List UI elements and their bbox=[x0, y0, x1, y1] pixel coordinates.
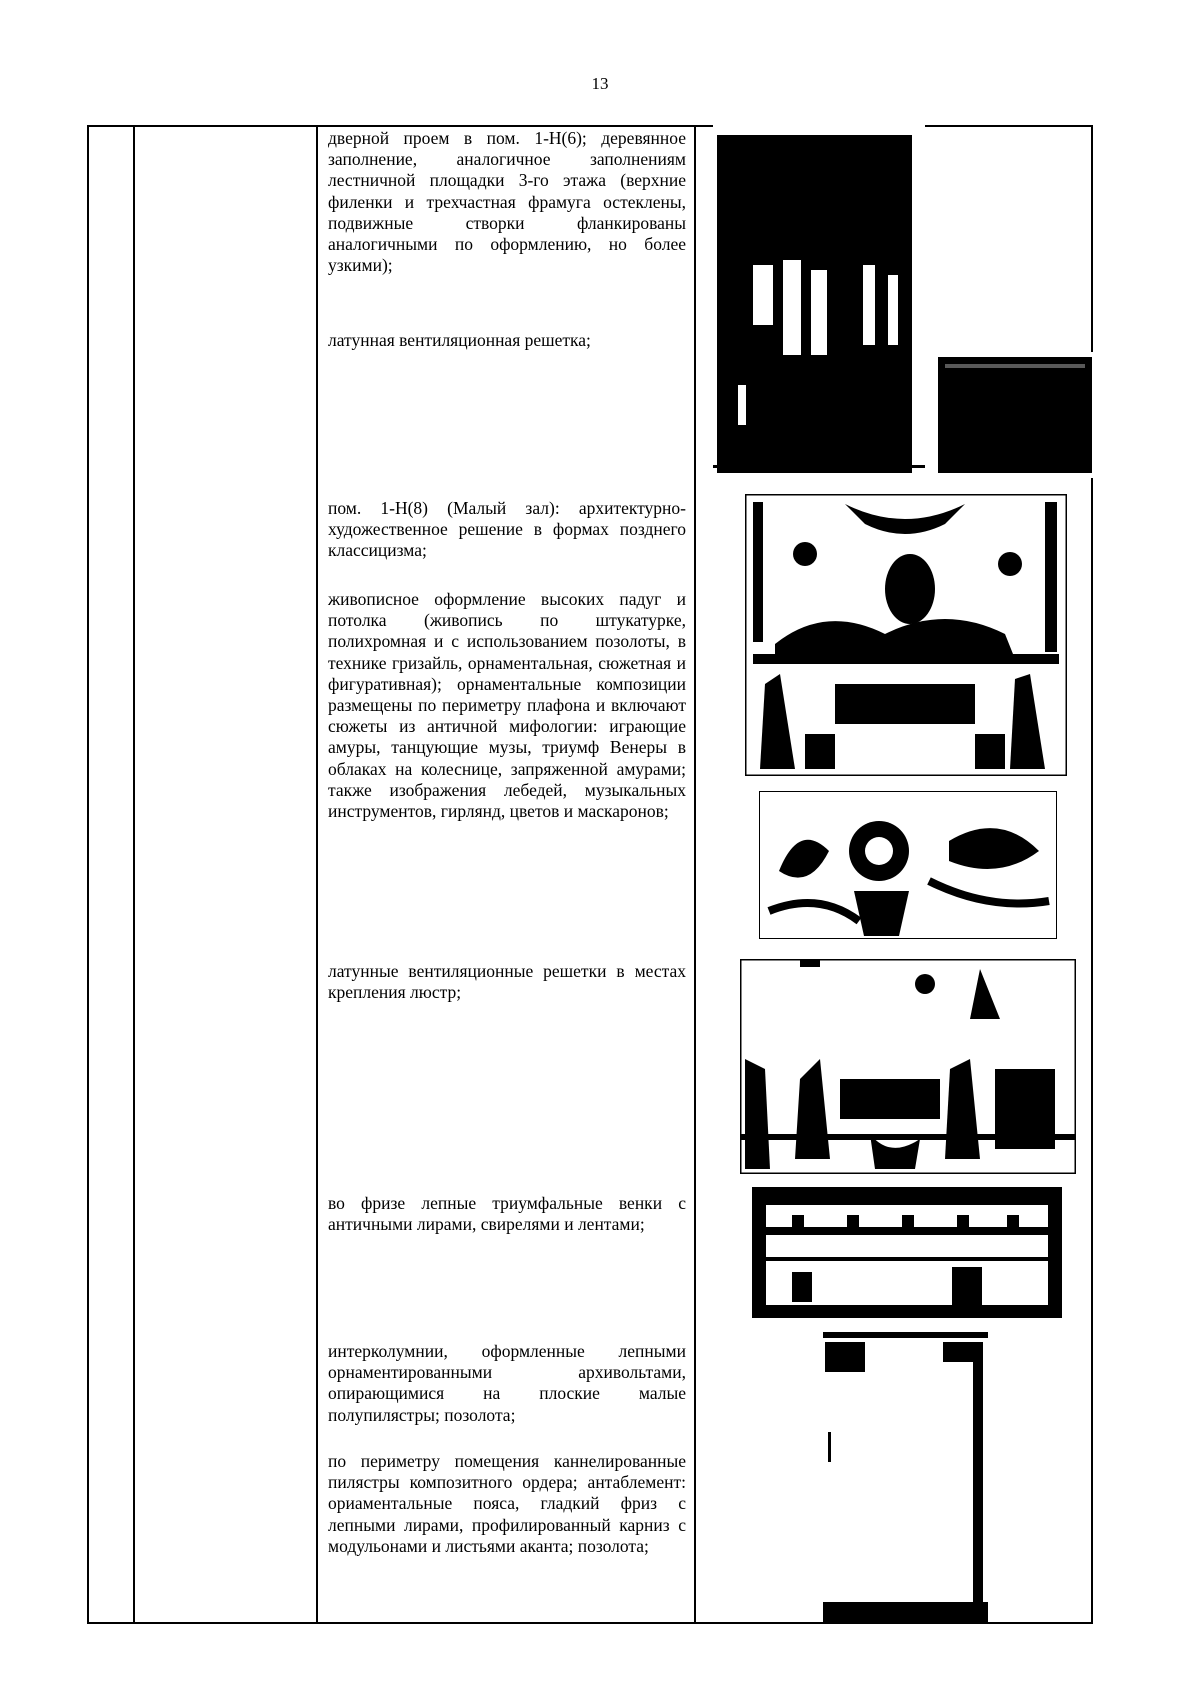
table-right-border bbox=[1091, 125, 1093, 1624]
doorway-photo bbox=[713, 125, 925, 478]
grille-photo bbox=[935, 352, 1097, 478]
description-paragraph: живописное оформление высоких падуг и потолка (живопись по штукатурке, полихромная и с использованием позолоты, в технике гризайль, орнаментальная, сюжетная и фигуративная); орнаментальные композиции размещены по периметру плафона и включают сюжеты из античной мифологии: играющие амуры, танцующие музы, триумф Венеры в облаках на колеснице, запряженной амурами; также изображения лебедей, музыкальных инструментов, гирлянд, цветов и маскаронов; bbox=[328, 589, 686, 822]
table-left-border bbox=[87, 125, 89, 1624]
description-paragraph: интерколумнии, оформленные лепными орнаментированными архивольтами, опирающимися на плоские малые полупилястры; позолота; bbox=[328, 1341, 686, 1425]
description-paragraph: дверной проем в пом. 1-Н(6); деревянное заполнение, аналогичное заполнениям лестничной площадки 3-го этажа (верхние филенки и трехчастная фрамуга остеклены, подвижные створки фланкированы аналогичными по оформлению, но более узкими); bbox=[328, 128, 686, 276]
column-divider-1 bbox=[133, 125, 135, 1624]
description-paragraph: во фризе лепные триумфальные венки с античными лирами, свирелями и лентами; bbox=[328, 1193, 686, 1235]
description-paragraph: по периметру помещения каннелированные пилястры композитного ордера; антаблемент: ориаментальные пояса, гладкий фриз с лепными лирами, профилированный карниз с модульонами и листьями аканта; позолота; bbox=[328, 1451, 686, 1556]
description-paragraph: латунные вентиляционные решетки в местах крепления люстр; bbox=[328, 961, 686, 1003]
page-number: 13 bbox=[591, 74, 609, 93]
column-divider-2 bbox=[316, 125, 318, 1624]
description-paragraph: пом. 1-Н(8) (Малый зал): архитектурно-художественное решение в формах позднего классицизма; bbox=[328, 498, 686, 561]
frieze-photo bbox=[752, 1187, 1062, 1318]
ceiling-chandelier-photo bbox=[740, 959, 1076, 1174]
ceiling-painting-photo bbox=[745, 494, 1067, 776]
ornament-detail-photo bbox=[759, 791, 1057, 939]
description-paragraph: латунная вентиляционная решетка; bbox=[328, 330, 591, 350]
pilaster-photo bbox=[823, 1332, 988, 1622]
column-divider-3 bbox=[694, 125, 696, 1624]
table-top-border bbox=[87, 125, 1093, 127]
table-bottom-border bbox=[87, 1622, 1093, 1624]
